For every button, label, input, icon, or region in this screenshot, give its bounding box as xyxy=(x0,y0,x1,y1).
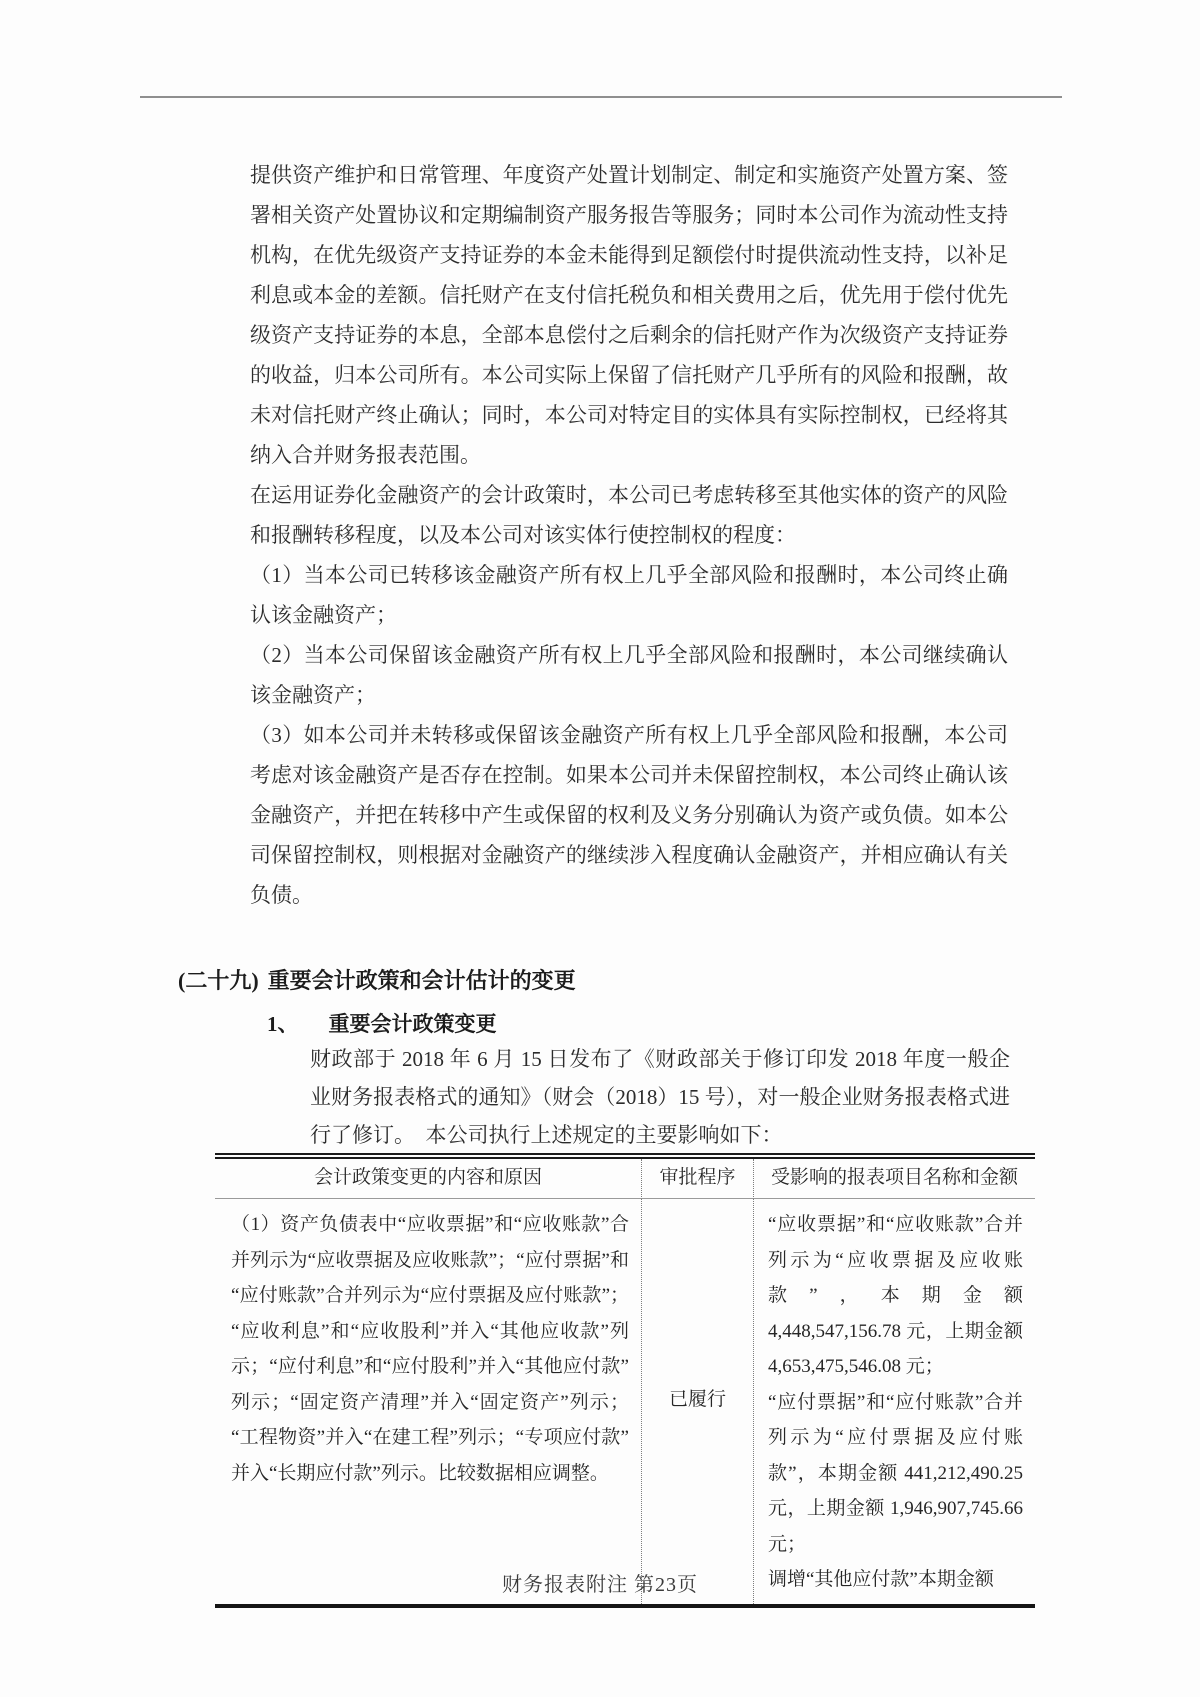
table-cell-approval xyxy=(641,1199,753,1604)
page-header-rule xyxy=(140,96,1062,98)
table-header-approval: 审批程序 xyxy=(641,1159,753,1199)
impact-paragraph-receivables: “应收票据”和“应收账款”合并列示为“应收票据及应收账款”，本期金额 4,448,547,156.78 元，上期金额 4,653,475,546.08 元； xyxy=(768,1214,1023,1377)
table-header-content: 会计政策变更的内容和原因 xyxy=(215,1159,641,1199)
paragraph-mof-notice: 财政部于 2018 年 6 月 15 日发布了《财政部关于修订印发 2018 年度一般企业财务报表格式的通知》（财会（2018）15 号），对一般企业财务报表格式进行了修订。 本公司执行上述规定的主要影响如下： xyxy=(310,1047,1010,1147)
policy-change-table xyxy=(215,1153,1035,1608)
paragraph-item-2: （2）当本公司保留该金融资产所有权上几乎全部风险和报酬时，本公司继续确认该金融资产； xyxy=(250,643,1008,707)
section-heading xyxy=(178,964,576,995)
table-cell-change-content: （1）资产负债表中“应收票据”和“应收账款”合并列示为“应收票据及应收账款”；“应付票据”和“应付账款”合并列示为“应付票据及应付账款”；“应收利息”和“应收股利”并入“其他应收款”列示；“应付利息”和“应付股利”并入“其他应付款”列示；“固定资产清理”并入“固定资产”列示；“工程物资”并入“在建工程”列示；“专项应付款”并入“长期应付款”列示。比较数据相应调整。 xyxy=(231,1214,629,1484)
table-cell-impact xyxy=(753,1199,1035,1604)
subsection-number: 1、 xyxy=(267,1012,299,1036)
table-header-row xyxy=(215,1159,1035,1199)
table-row xyxy=(215,1199,1035,1604)
impact-paragraph-payables: “应付票据”和“应付账款”合并列示为“应付票据及应付账款”，本期金额 441,212,490.25 元，上期金额 1,946,907,745.66 元； xyxy=(768,1391,1023,1555)
body-text-block xyxy=(250,155,1008,915)
subsection-title: 重要会计政策变更 xyxy=(328,1012,497,1036)
subsection-heading xyxy=(267,1008,497,1038)
paragraph-item-3: （3）如本公司并未转移或保留该金融资产所有权上几乎全部风险和报酬，本公司考虑对该金融资产是否存在控制。如果本公司并未保留控制权，本公司终止确认该金融资产，并把在转移中产生或保留的权利及义务分别确认为资产或负债。如本公司保留控制权，则根据对金融资产的继续涉入程度确认金融资产，并相应确认有关负债。 xyxy=(250,723,1008,907)
paragraph-securitization-continuation: 提供资产维护和日常管理、年度资产处置计划制定、制定和实施资产处置方案、签署相关资产处置协议和定期编制资产服务报告等服务；同时本公司作为流动性支持机构，在优先级资产支持证券的本金未能得到足额偿付时提供流动性支持，以补足利息或本金的差额。信托财产在支付信托税负和相关费用之后，优先用于偿付优先级资产支持证券的本息，全部本息偿付之后剩余的信托财产作为次级资产支持证券的收益，归本公司所有。本公司实际上保留了信托财产几乎所有的风险和报酬，故未对信托财产终止确认；同时，本公司对特定目的实体具有实际控制权，已经将其纳入合并财务报表范围。 xyxy=(250,163,1008,467)
table-header-impact: 受影响的报表项目名称和金额 xyxy=(753,1159,1035,1199)
impact-paragraph-other-payables: 调增“其他应付款”本期金额 xyxy=(768,1569,994,1590)
paragraph-item-1: （1）当本公司已转移该金融资产所有权上几乎全部风险和报酬时，本公司终止确认该金融资产； xyxy=(250,563,1008,627)
approval-status: 已履行 xyxy=(668,1388,726,1410)
section-number: (二十九) xyxy=(178,968,259,993)
paragraph-policy-intro: 在运用证券化金融资产的会计政策时，本公司已考虑转移至其他实体的资产的风险和报酬转移程度，以及本公司对该实体行使控制权的程度： xyxy=(250,483,1008,547)
section-title: 重要会计政策和会计估计的变更 xyxy=(267,968,576,993)
page-footer: 财务报表附注 第23页 xyxy=(502,1574,698,1596)
